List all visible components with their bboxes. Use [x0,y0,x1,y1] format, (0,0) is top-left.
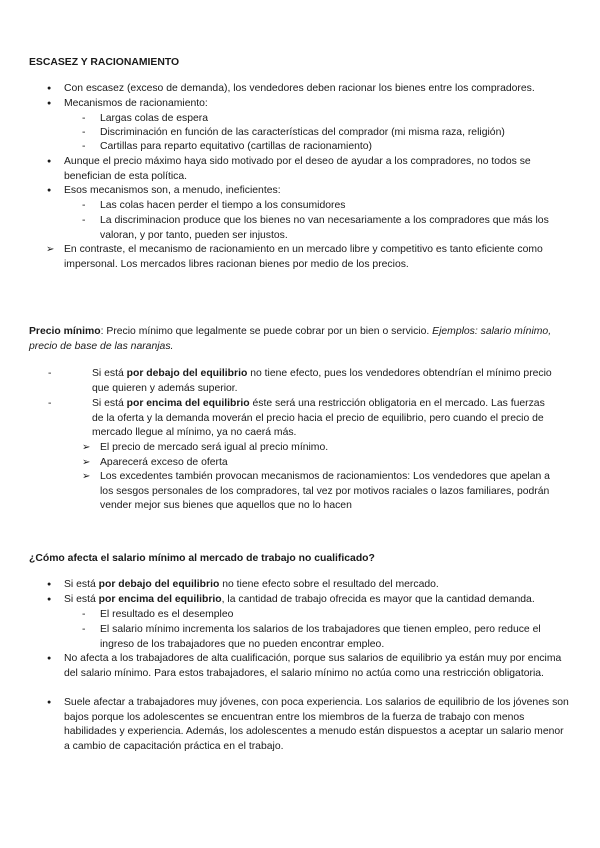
bold-span: por encima del equilibrio [126,398,250,409]
text-span: Si está [64,594,99,605]
arrow-item: ➢ En contraste, el mecanismo de racionamiento en un mercado libre y competitivo es tanto eficiente como impersonal. Los mercados libres racionan bienes por medio de los precios. [64,243,570,272]
text-span: , la cantidad de trabajo ofrecida es mayor que la cantidad demanda. [221,594,535,605]
list-item: ● Suele afectar a trabajadores muy jóvenes, con poca experiencia. Los salarios de equilibrio de los jóvenes son bajos porque los adolescentes se encuentran entre los miembros de la fuerza de trabajo con menos habilidades y experiencia. Además, los adolescentes a menudo están dispuestos a aceptar un salario menor a cambio de capacitación práctica en el trabajo. [64,696,570,754]
list-item: ● No afecta a los trabajadores de alta cualificación, porque sus salarios de equilibrio ya están muy por encima del salario mínimo. Para estos trabajadores, el salario mínimo no actúa como una restricción obligatoria. [64,652,570,681]
arrow-item: ➢ Aparecerá exceso de oferta [100,456,556,471]
list-item [64,578,570,593]
arrow-item: ➢ El precio de mercado será igual al precio mínimo. [100,441,556,456]
section-title-escasez: ESCASEZ Y RACIONAMIENTO [29,57,180,68]
list-item: ● Esos mecanismos son, a menudo, ineficientes: [64,184,570,199]
text-span: no tiene efecto sobre el resultado del mercado. [219,579,439,590]
list-item: ● Mecanismos de racionamiento: [64,97,570,112]
text-span: no tiene efecto, pues los vendedores obtendrían el mínimo precio que quieren y además superior. [92,368,552,394]
definition-paragraph [29,325,558,354]
text-span: Si está [92,398,127,409]
bold-span: por debajo del equilibrio [126,368,248,379]
sub-list-item: - El salario mínimo incrementa los salarios de los trabajadores que tienen empleo, pero reduce el ingreso de los trabajadores que no pueden encontrar empleo. [100,623,570,652]
sub-list-item: - La discriminacion produce que los bienes no van necesariamente a los compradores que más los valoran, y por tanto, pueden ser injustos. [100,214,570,243]
definition-text: : Precio mínimo que legalmente se puede cobrar por un bien o servicio. [100,326,433,337]
list-item: ● Con escasez (exceso de demanda), los vendedores deben racionar los bienes entre los compradores. [64,82,570,97]
text-span: éste será una restricción obligatoria en el mercado. Las fuerzas de la oferta y la demanda moverán el precio hacia el precio de equilibrio, pero cuando el precio de mercado llegue al mínimo, ya no caerá más. [92,398,545,439]
list-item: ● Aunque el precio máximo haya sido motivado por el deseo de ayudar a los compradores, no todos se benefician de esta política. [64,155,570,184]
bold-span: por debajo del equilibrio [98,579,220,590]
definition-examples: Ejemplos: salario mínimo, precio de base de las naranjas. [29,326,552,352]
bold-span: por encima del equilibrio [98,594,222,605]
text-span: Si está [92,368,127,379]
arrow-item: ➢ Los excedentes también provocan mecanismos de racionamientos: Los vendedores que apelan a los sesgos personales de los compradores, tal vez por motivos raciales o lazos familiares, podrán vender mejor sus bienes que aquellos que no lo hacen [100,470,556,514]
sub-list-item: - Discriminación en función de las características del comprador (mi misma raza, religión) [100,126,570,141]
text-span: Si está [64,579,99,590]
definition-term: Precio mínimo [29,326,101,337]
sub-list-item: - El resultado es el desempleo [100,608,570,623]
dash-item [92,397,556,441]
sub-list-item: - Cartillas para reparto equitativo (cartillas de racionamiento) [100,140,570,155]
sub-list-item: - Las colas hacen perder el tiempo a los consumidores [100,199,570,214]
sub-list-item: - Largas colas de espera [100,112,570,127]
list-item [64,593,570,608]
section-title-salario: ¿Cómo afecta el salario mínimo al mercado de trabajo no cualificado? [29,553,375,564]
dash-item [92,367,556,396]
